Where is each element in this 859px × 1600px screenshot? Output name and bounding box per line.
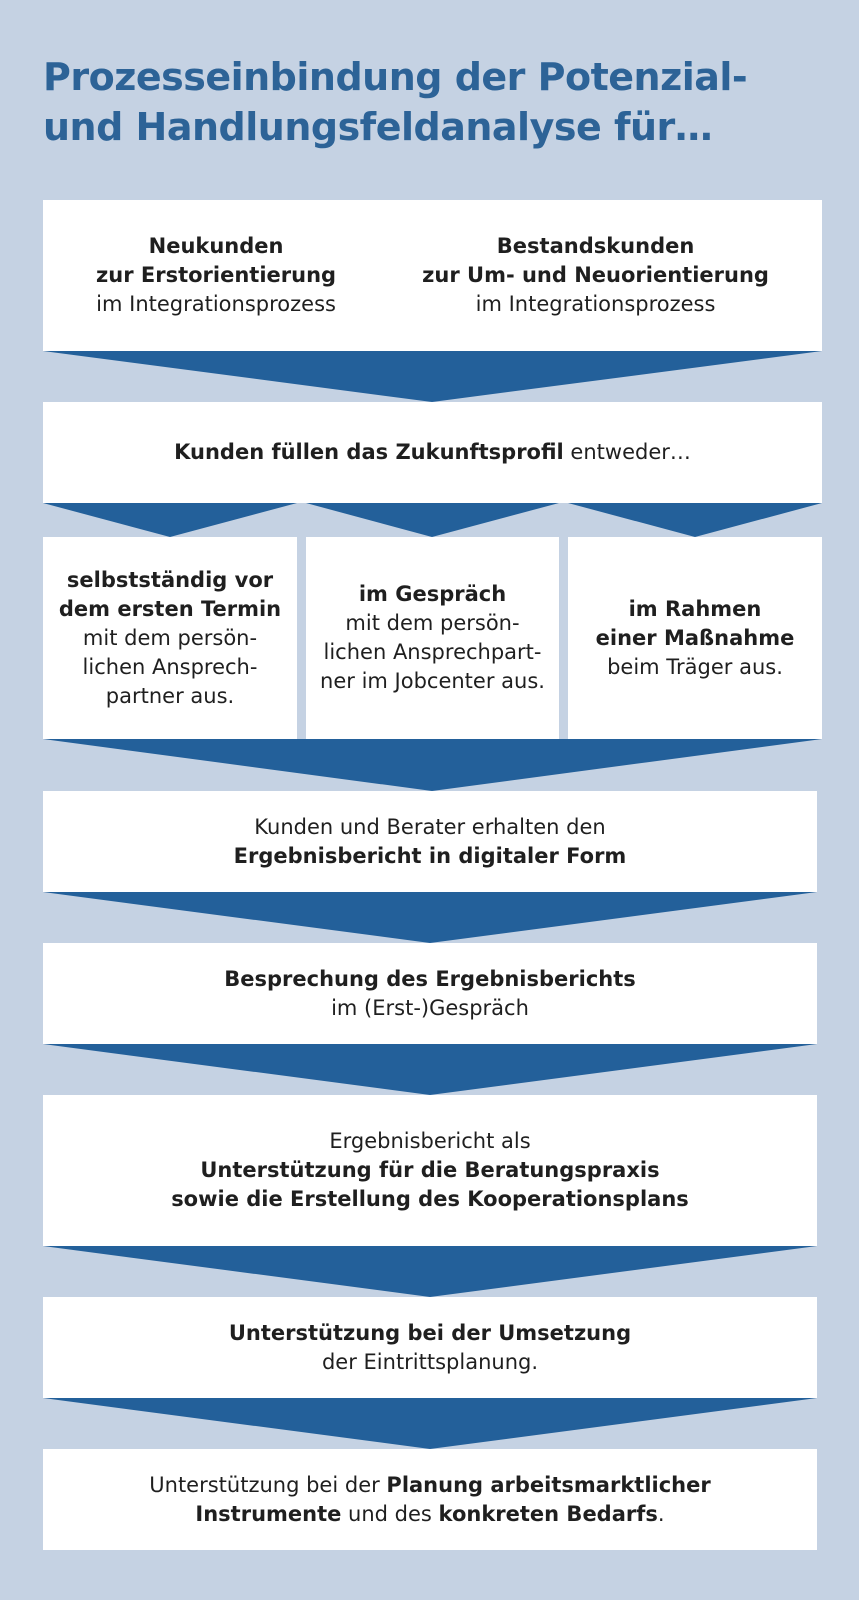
arrow-customers-to-profile <box>43 351 822 402</box>
future-profile-text <box>174 438 691 467</box>
option-self-bold-2: dem ersten Termin <box>58 596 282 621</box>
option-self-text-1: mit dem persön- <box>82 625 258 650</box>
planning-box <box>43 1449 817 1550</box>
existing-customers-purpose: zur Um- und Neuorientierung <box>422 263 769 287</box>
arrow-options-to-report <box>43 739 822 791</box>
title-line-1: Prozesseinbindung der Potenzial- <box>43 55 748 99</box>
existing-customers-context: im Integrationsprozess <box>475 292 716 316</box>
planning-line-2 <box>195 1500 664 1529</box>
planning-line-1 <box>149 1471 710 1500</box>
planning-text-3: . <box>657 1501 665 1526</box>
arrow-report-to-discussion <box>43 892 817 943</box>
report-box <box>43 791 817 892</box>
arrow-profile-to-option-2 <box>306 503 559 537</box>
existing-customers <box>422 232 769 319</box>
option-conversation-text-3: ner im Jobcenter aus. <box>320 669 545 693</box>
new-customers-title: Neukunden <box>148 234 284 258</box>
option-conversation-box <box>306 537 559 739</box>
existing-customers-title: Bestandskunden <box>496 234 695 258</box>
planning-bold-3: konkreten Bedarfs <box>438 1501 658 1526</box>
support-practice-bold-2: sowie die Erstellung des Kooperationsplans <box>171 1187 689 1211</box>
customer-types-box <box>43 200 822 351</box>
option-measure-bold-2: einer Maßnahme <box>595 625 795 650</box>
option-measure-box <box>568 537 822 739</box>
option-conversation-bold: im Gespräch <box>358 582 507 606</box>
new-customers-context: im Integrationsprozess <box>96 292 336 316</box>
arrow-profile-to-option-3 <box>568 503 822 537</box>
report-bold: Ergebnisbericht in digitaler Form <box>233 843 627 868</box>
discussion-text: im (Erst-)Gespräch <box>331 995 529 1020</box>
planning-text-2: und des <box>341 1501 439 1526</box>
future-profile-bold: Kunden füllen das Zukunftsprofil <box>174 440 564 464</box>
implementation-text: der Eintrittsplanung. <box>321 1349 539 1374</box>
arrow-discussion-to-support <box>43 1044 817 1095</box>
support-practice-box <box>43 1095 817 1246</box>
report-text: Kunden und Berater erhalten den <box>254 814 606 839</box>
implementation-bold: Unterstützung bei der Umsetzung <box>228 1320 632 1345</box>
new-customers <box>96 232 336 319</box>
planning-text-1: Unterstützung bei der <box>149 1472 387 1497</box>
arrow-implementation-to-planning <box>43 1398 817 1449</box>
discussion-box <box>43 943 817 1044</box>
option-self-box <box>43 537 297 739</box>
option-conversation-text-2: lichen Ansprechpart- <box>323 640 542 664</box>
title-line-2: und Handlungsfeldanalyse für… <box>43 105 713 149</box>
option-measure-bold-1: im Rahmen <box>628 596 762 621</box>
arrow-profile-to-option-1 <box>43 503 297 537</box>
planning-bold-2: Instrumente <box>195 1501 342 1526</box>
option-conversation-text-1: mit dem persön- <box>345 611 520 635</box>
planning-bold-1: Planung arbeitsmarktlicher <box>386 1472 711 1497</box>
support-practice-bold-1: Unterstützung für die Beratungspraxis <box>200 1158 660 1182</box>
option-measure-text: beim Träger aus. <box>607 654 783 679</box>
support-practice-text: Ergebnisbericht als <box>329 1129 531 1153</box>
discussion-bold: Besprechung des Ergebnisberichts <box>224 966 636 991</box>
option-self-text-2: lichen Ansprech- <box>82 654 258 679</box>
arrow-support-to-implementation <box>43 1246 817 1297</box>
option-self-text-3: partner aus. <box>105 683 235 708</box>
option-self-bold-1: selbstständig vor <box>66 567 274 592</box>
future-profile-rest: entweder… <box>563 440 691 464</box>
future-profile-box <box>43 402 822 503</box>
new-customers-purpose: zur Erstorientierung <box>96 263 337 287</box>
implementation-box <box>43 1297 817 1398</box>
